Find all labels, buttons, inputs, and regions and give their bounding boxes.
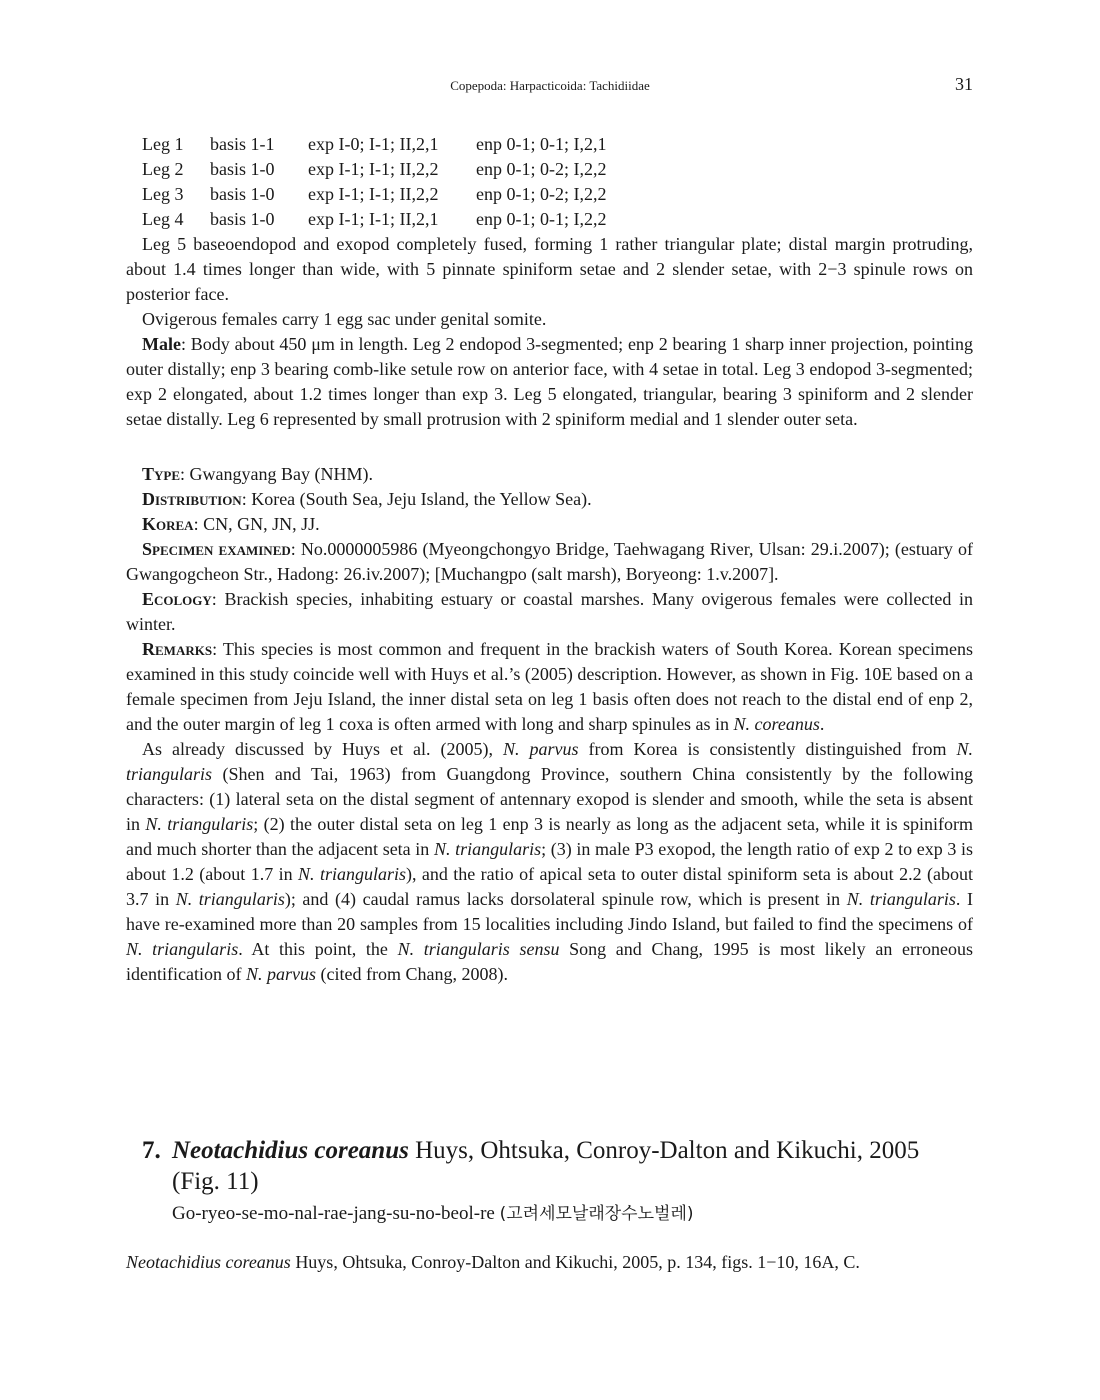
discussion-paragraph: As already discussed by Huys et al. (2005), N. parvus from Korea is consistently distinguished from N. triangularis (Shen and Tai, 1963) from Guangdong Province, southern China consistently by the following characters: (1) lateral seta on the distal segment of antennary exopod is slender and smooth, while the seta is absent in N. triangularis; (2) the outer distal seta on leg 1 enp 3 is nearly as long as the adjacent seta, while it is spiniform and much shorter than the adjacent seta in N. triangularis; (3) in male P3 exopod, the length ratio of exp 2 to exp 3 is about 1.2 (about 1.7 in N. triangularis), and the ratio of apical seta to outer distal spiniform seta is about 2.2 (about 3.7 in N. triangularis); and (4) caudal ramus lacks dorsolateral spinule row, which is present in N. triangularis. I have re-examined more than 20 samples from 15 localities including Jindo Island, but failed to find the specimens of N. triangularis. At this point, the N. triangularis sensu Song and Chang, 1995 is most likely an erroneous identification of N. parvus (cited from Chang, 2008). [126,739,974,984]
leg-exp-cell: exp I-1; I-1; II,2,1 [308,209,439,229]
leg-basis-cell: basis 1-0 [210,159,275,179]
leg-row [142,182,606,207]
leg-row [142,157,606,182]
body-text [126,132,973,987]
leg-leg-cell: Leg 1 [142,134,184,154]
leg-basis-cell: basis 1-1 [210,134,275,154]
leg-leg-cell: Leg 3 [142,184,184,204]
male-description: Male: Body about 450 μm in length. Leg 2 endopod 3-segmented; enp 2 bearing 1 sharp inner projection, pointing outer distally; enp 3 bearing comb-like setule row on anterior face, with 4 setae in total. Leg 3 endopod 3-segmented; exp 2 elongated, about 1.2 times longer than exp 3. Leg 5 elongated, triangular, bearing 3 spiniform and 2 slender setae distally. Leg 6 represented by small protrusion with 2 spiniform medial and 1 slender outer seta. [126,334,973,429]
synonymy-citation: Neotachidius coreanus Huys, Ohtsuka, Conroy-Dalton and Kikuchi, 2005, p. 134, figs. 1−10, 16A, C. [126,1252,860,1272]
leg-enp-cell: enp 0-1; 0-1; I,2,1 [476,134,607,154]
leg-exp-cell: exp I-1; I-1; II,2,2 [308,159,439,179]
leg-basis-cell: basis 1-0 [210,184,275,204]
running-head: Copepoda: Harpacticoida: Tachidiidae [450,78,650,93]
leg-enp-cell: enp 0-1; 0-2; I,2,2 [476,159,607,179]
male-label: Male [142,334,181,354]
leg-row [142,132,606,157]
leg-leg-cell: Leg 2 [142,159,184,179]
leg5-description: Leg 5 baseoendopod and exopod completely fused, forming 1 rather triangular plate; distal margin protruding, about 1.4 times longer than wide, with 5 pinnate spiniform setae and 2 slender setae, with 2−3 spinule rows on posterior face. [126,234,973,304]
species-number: 7. [142,1137,161,1164]
leg-enp-cell: enp 0-1; 0-1; I,2,2 [476,209,607,229]
leg-basis-cell: basis 1-0 [210,209,275,229]
korean-vernacular-name: Go-ryeo-se-mo-nal-rae-jang-su-no-beol-re (고려세모날래장수노벌레) [172,1203,694,1224]
distribution-entry: Distribution: Korea (South Sea, Jeju Island, the Yellow Sea). [142,489,592,509]
korea-entry: Korea: CN, GN, JN, JJ. [142,514,320,534]
leg-exp-cell: exp I-0; I-1; II,2,1 [308,134,439,154]
specimen-entry: Specimen examined: No.0000005986 (Myeongchongyo Bridge, Taehwagang River, Ulsan: 29.i.2007); (estuary of Gwangogcheon Str., Hadong: 26.iv.2007); [Muchangpo (salt marsh), Boryeong: 1.v.2007]. [126,539,973,584]
type-entry: Type: Gwangyang Bay (NHM). [142,464,373,484]
species-title [172,1135,962,1197]
species-name: Neotachidius coreanus [172,1137,409,1164]
leg-exp-cell: exp I-1; I-1; II,2,2 [308,184,439,204]
species-authors: Huys, Ohtsuka, Conroy-Dalton and Kikuchi, 2005 (Fig. 11) [172,1137,920,1195]
page-number: 31 [955,74,973,94]
leg-enp-cell: enp 0-1; 0-2; I,2,2 [476,184,607,204]
remarks-entry: Remarks: This species is most common and frequent in the brackish waters of South Korea. Korean specimens examined in this study coincide well with Huys et al.’s (2005) description. However, as shown in Fig. 10E based on a female specimen from Jeju Island, the inner distal seta on leg 1 basis often does not reach to the distal end of enp 2, and the outer margin of leg 1 coxa is often armed with long and sharp spinules as in N. coreanus. [126,639,973,734]
ecology-entry: Ecology: Brackish species, inhabiting estuary or coastal marshes. Many ovigerous females were collected in winter. [126,589,973,634]
ovigerous-note: Ovigerous females carry 1 egg sac under genital somite. [142,309,547,329]
species-heading [142,1135,962,1197]
leg-armature-table [142,132,606,232]
leg-row [142,207,606,232]
leg-leg-cell: Leg 4 [142,209,184,229]
